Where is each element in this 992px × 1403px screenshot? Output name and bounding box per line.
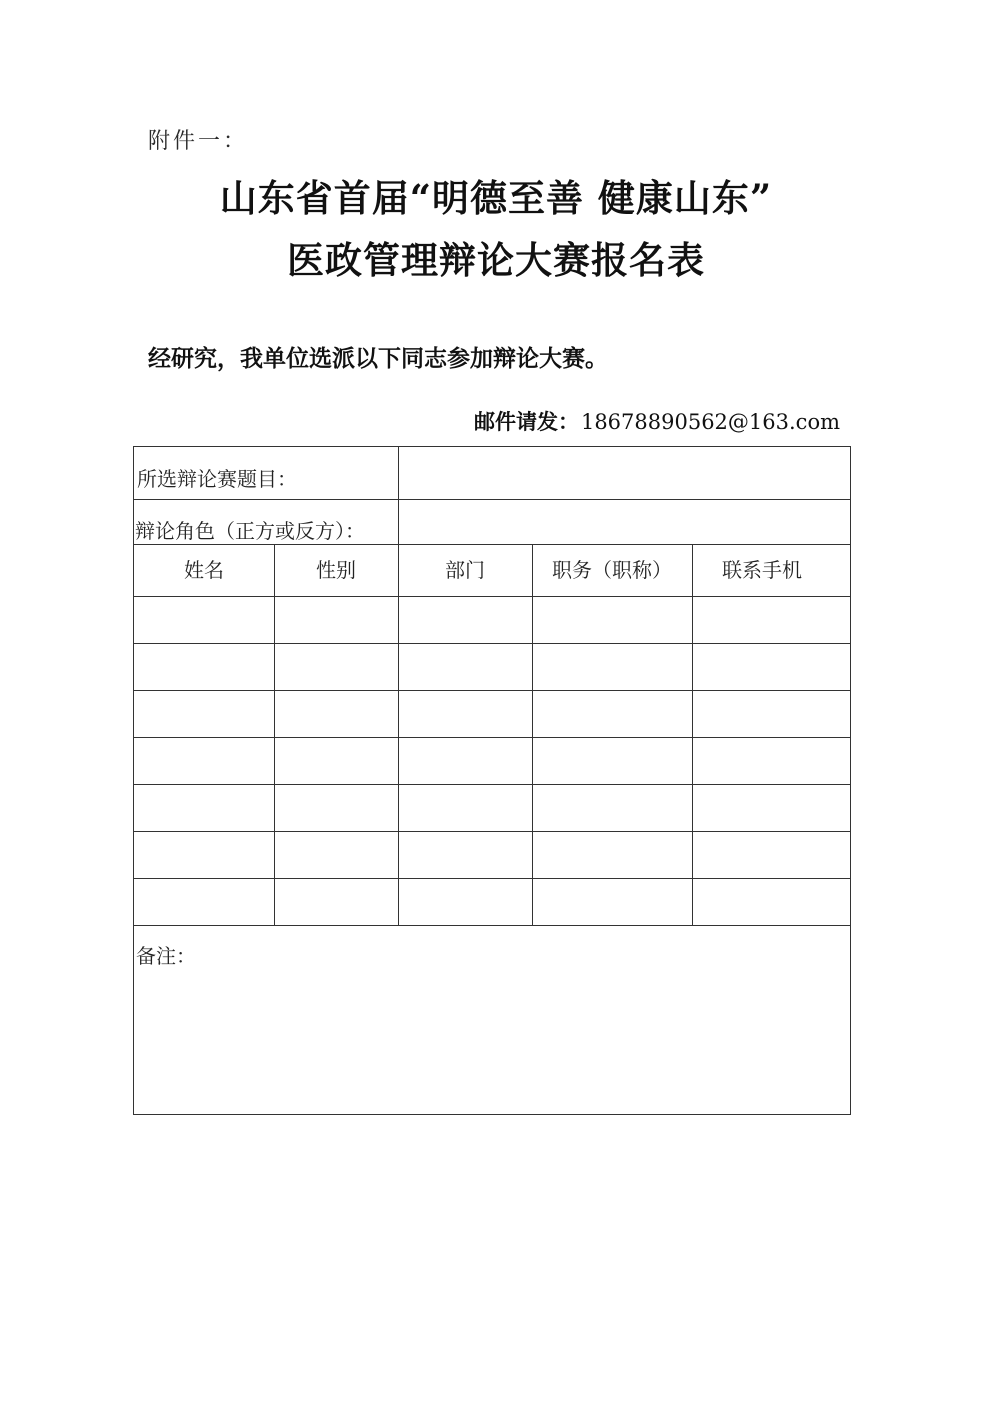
email-label: 邮件请发： bbox=[473, 409, 579, 434]
page-title-line-2: 医政管理辩论大赛报名表 bbox=[287, 238, 705, 282]
table-row[interactable] bbox=[134, 879, 850, 925]
column-header-gender: 性别 bbox=[316, 558, 356, 582]
email-line bbox=[474, 406, 840, 436]
attachment-label: 附件一： bbox=[148, 129, 249, 154]
column-header-name: 姓名 bbox=[184, 558, 224, 582]
topic-input-cell[interactable] bbox=[399, 447, 851, 499]
role-divider bbox=[398, 499, 399, 544]
email-address[interactable]: 18678890562@163.com bbox=[580, 410, 840, 434]
intro-text: 经研究，我单位选派以下同志参加辩论大赛。 bbox=[148, 345, 608, 372]
table-row[interactable] bbox=[134, 832, 850, 878]
column-header-department: 部门 bbox=[445, 558, 485, 582]
remarks-input-area[interactable] bbox=[134, 926, 850, 1112]
table-row[interactable] bbox=[134, 597, 850, 643]
topic-divider bbox=[398, 447, 399, 499]
table-row[interactable] bbox=[134, 738, 850, 784]
column-header-phone: 联系手机 bbox=[722, 558, 802, 582]
topic-label: 所选辩论赛题目： bbox=[137, 467, 297, 491]
table-row[interactable] bbox=[134, 691, 850, 737]
column-header-position: 职务（职称） bbox=[552, 558, 672, 582]
registration-form bbox=[133, 446, 851, 1115]
table-row[interactable] bbox=[134, 644, 850, 690]
role-label: 辩论角色（正方或反方）： bbox=[135, 519, 365, 543]
page-title-line-1: 山东省首届“明德至善 健康山东” bbox=[219, 176, 773, 220]
role-input-cell[interactable] bbox=[399, 500, 851, 544]
remarks-label: 备注： bbox=[136, 944, 196, 968]
table-row[interactable] bbox=[134, 785, 850, 831]
